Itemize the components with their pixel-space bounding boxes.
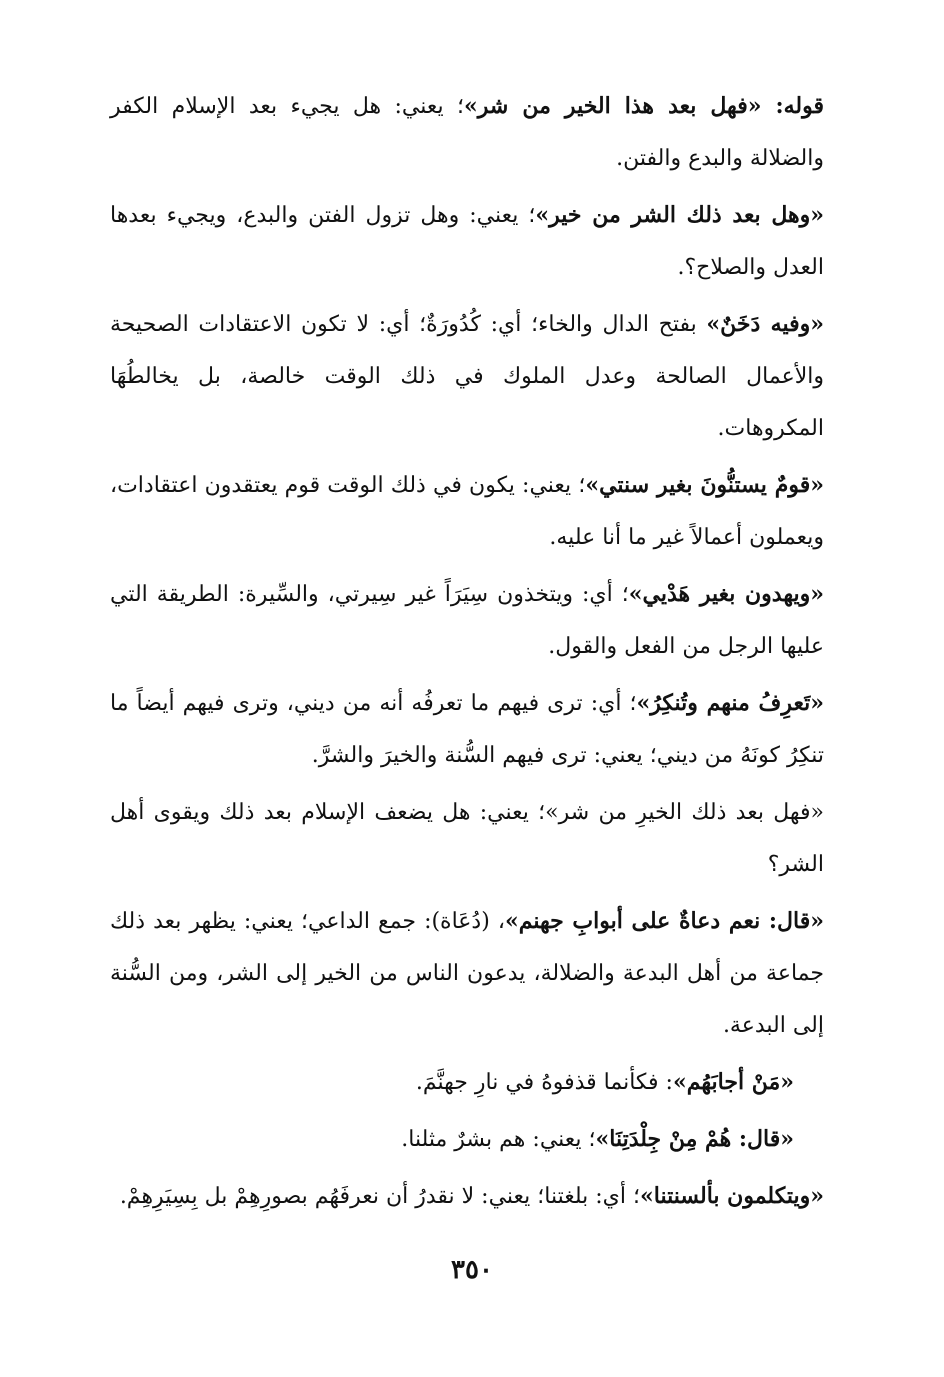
commentary: ؛ يعني: هم بشرٌ مثلنا. [401, 1127, 596, 1152]
paragraph-11 [110, 1170, 824, 1223]
quote-lead: قوله: «فهل بعد هذا الخير من شر» [464, 93, 825, 119]
paragraph-7 [110, 786, 824, 891]
commentary: ؛ أي: ترى فيهم ما تعرفُه أنه من ديني، وترى فيهم أيضاً ما تنكِرُ كونَهُ من ديني؛ يعني: ترى فيهم السُّنة والخيرَ والشرَّ. [110, 691, 824, 768]
quote-lead: «وهل بعد ذلك الشر من خير» [535, 202, 824, 228]
quote-lead: «قال: هُمْ مِنْ جِلْدَتِنَا» [595, 1126, 794, 1152]
quote-lead: «ويتكلمون بألسنتنا» [640, 1183, 824, 1209]
commentary: ؛ يعني: يكون في ذلك الوقت قوم يعتقدون اعتقادات، ويعملون أعمالاً غير ما أنا عليه. [110, 473, 824, 550]
commentary: ؛ أي: ويتخذون سِيَرَاً غير سِيرتي، والسِّيرة: الطريقة التي عليها الرجل من الفعل والقول. [110, 582, 824, 659]
paragraph-2 [110, 189, 824, 294]
paragraph-10 [110, 1113, 824, 1166]
paragraph-8 [110, 895, 824, 1052]
quote-lead: «ويهدون بغير هَدْيي» [628, 581, 824, 607]
paragraph-3 [110, 298, 824, 455]
commentary: ؛ يعني: وهل تزول الفتن والبدع، ويجيء بعدها العدل والصلاح؟. [110, 203, 824, 280]
paragraph-6 [110, 677, 824, 782]
paragraph-9 [110, 1056, 824, 1109]
commentary: «فهل بعد ذلك الخيرِ من شر»؛ يعني: هل يضعف الإسلام بعد ذلك ويقوى أهل الشر؟ [110, 800, 824, 877]
paragraph-1 [110, 80, 824, 185]
page-number: ٣٥٠ [451, 1255, 493, 1285]
quote-lead: «مَنْ أجابَهُم» [672, 1069, 794, 1095]
paragraph-4 [110, 459, 824, 564]
commentary: بفتح الدال والخاء؛ أي: كُدُورَةٌ؛ أي: لا تكون الاعتقادات الصحيحة والأعمال الصالحة وعدل الملوك في ذلك الوقت خالصة، بل يخالطُهَا المكروهات. [110, 312, 824, 441]
commentary: : فكأنما قذفوهُ في نارِ جهنَّمَ. [415, 1070, 673, 1095]
body-text [110, 80, 824, 1227]
quote-lead: «تَعرِفُ منهم وتُنكِرُ» [636, 690, 824, 716]
commentary: ، (دُعَاة): جمع الداعي؛ يعني: يظهر بعد ذلك جماعة من أهل البدعة والضلالة، يدعون الناس من الخير إلى الشر، ومن السُّنة إلى البدعة. [110, 909, 824, 1038]
quote-lead: «قال: نعم دعاةٌ على أبوابِ جهنم» [504, 908, 824, 934]
quote-lead: «وفيه دَخَنٌ» [706, 311, 825, 337]
commentary: ؛ يعني: هل يجيء بعد الإسلام الكفر والضلالة والبدع والفتن. [110, 94, 824, 171]
commentary: ؛ أي: بلغتنا؛ يعني: لا نقدرُ أن نعرفَهُم بصورِهِمْ بل بِسِيَرِهِمْ. [119, 1184, 640, 1209]
paragraph-5 [110, 568, 824, 673]
quote-lead: «قومٌ يستنُّونَ بغير سنتي» [585, 472, 824, 498]
